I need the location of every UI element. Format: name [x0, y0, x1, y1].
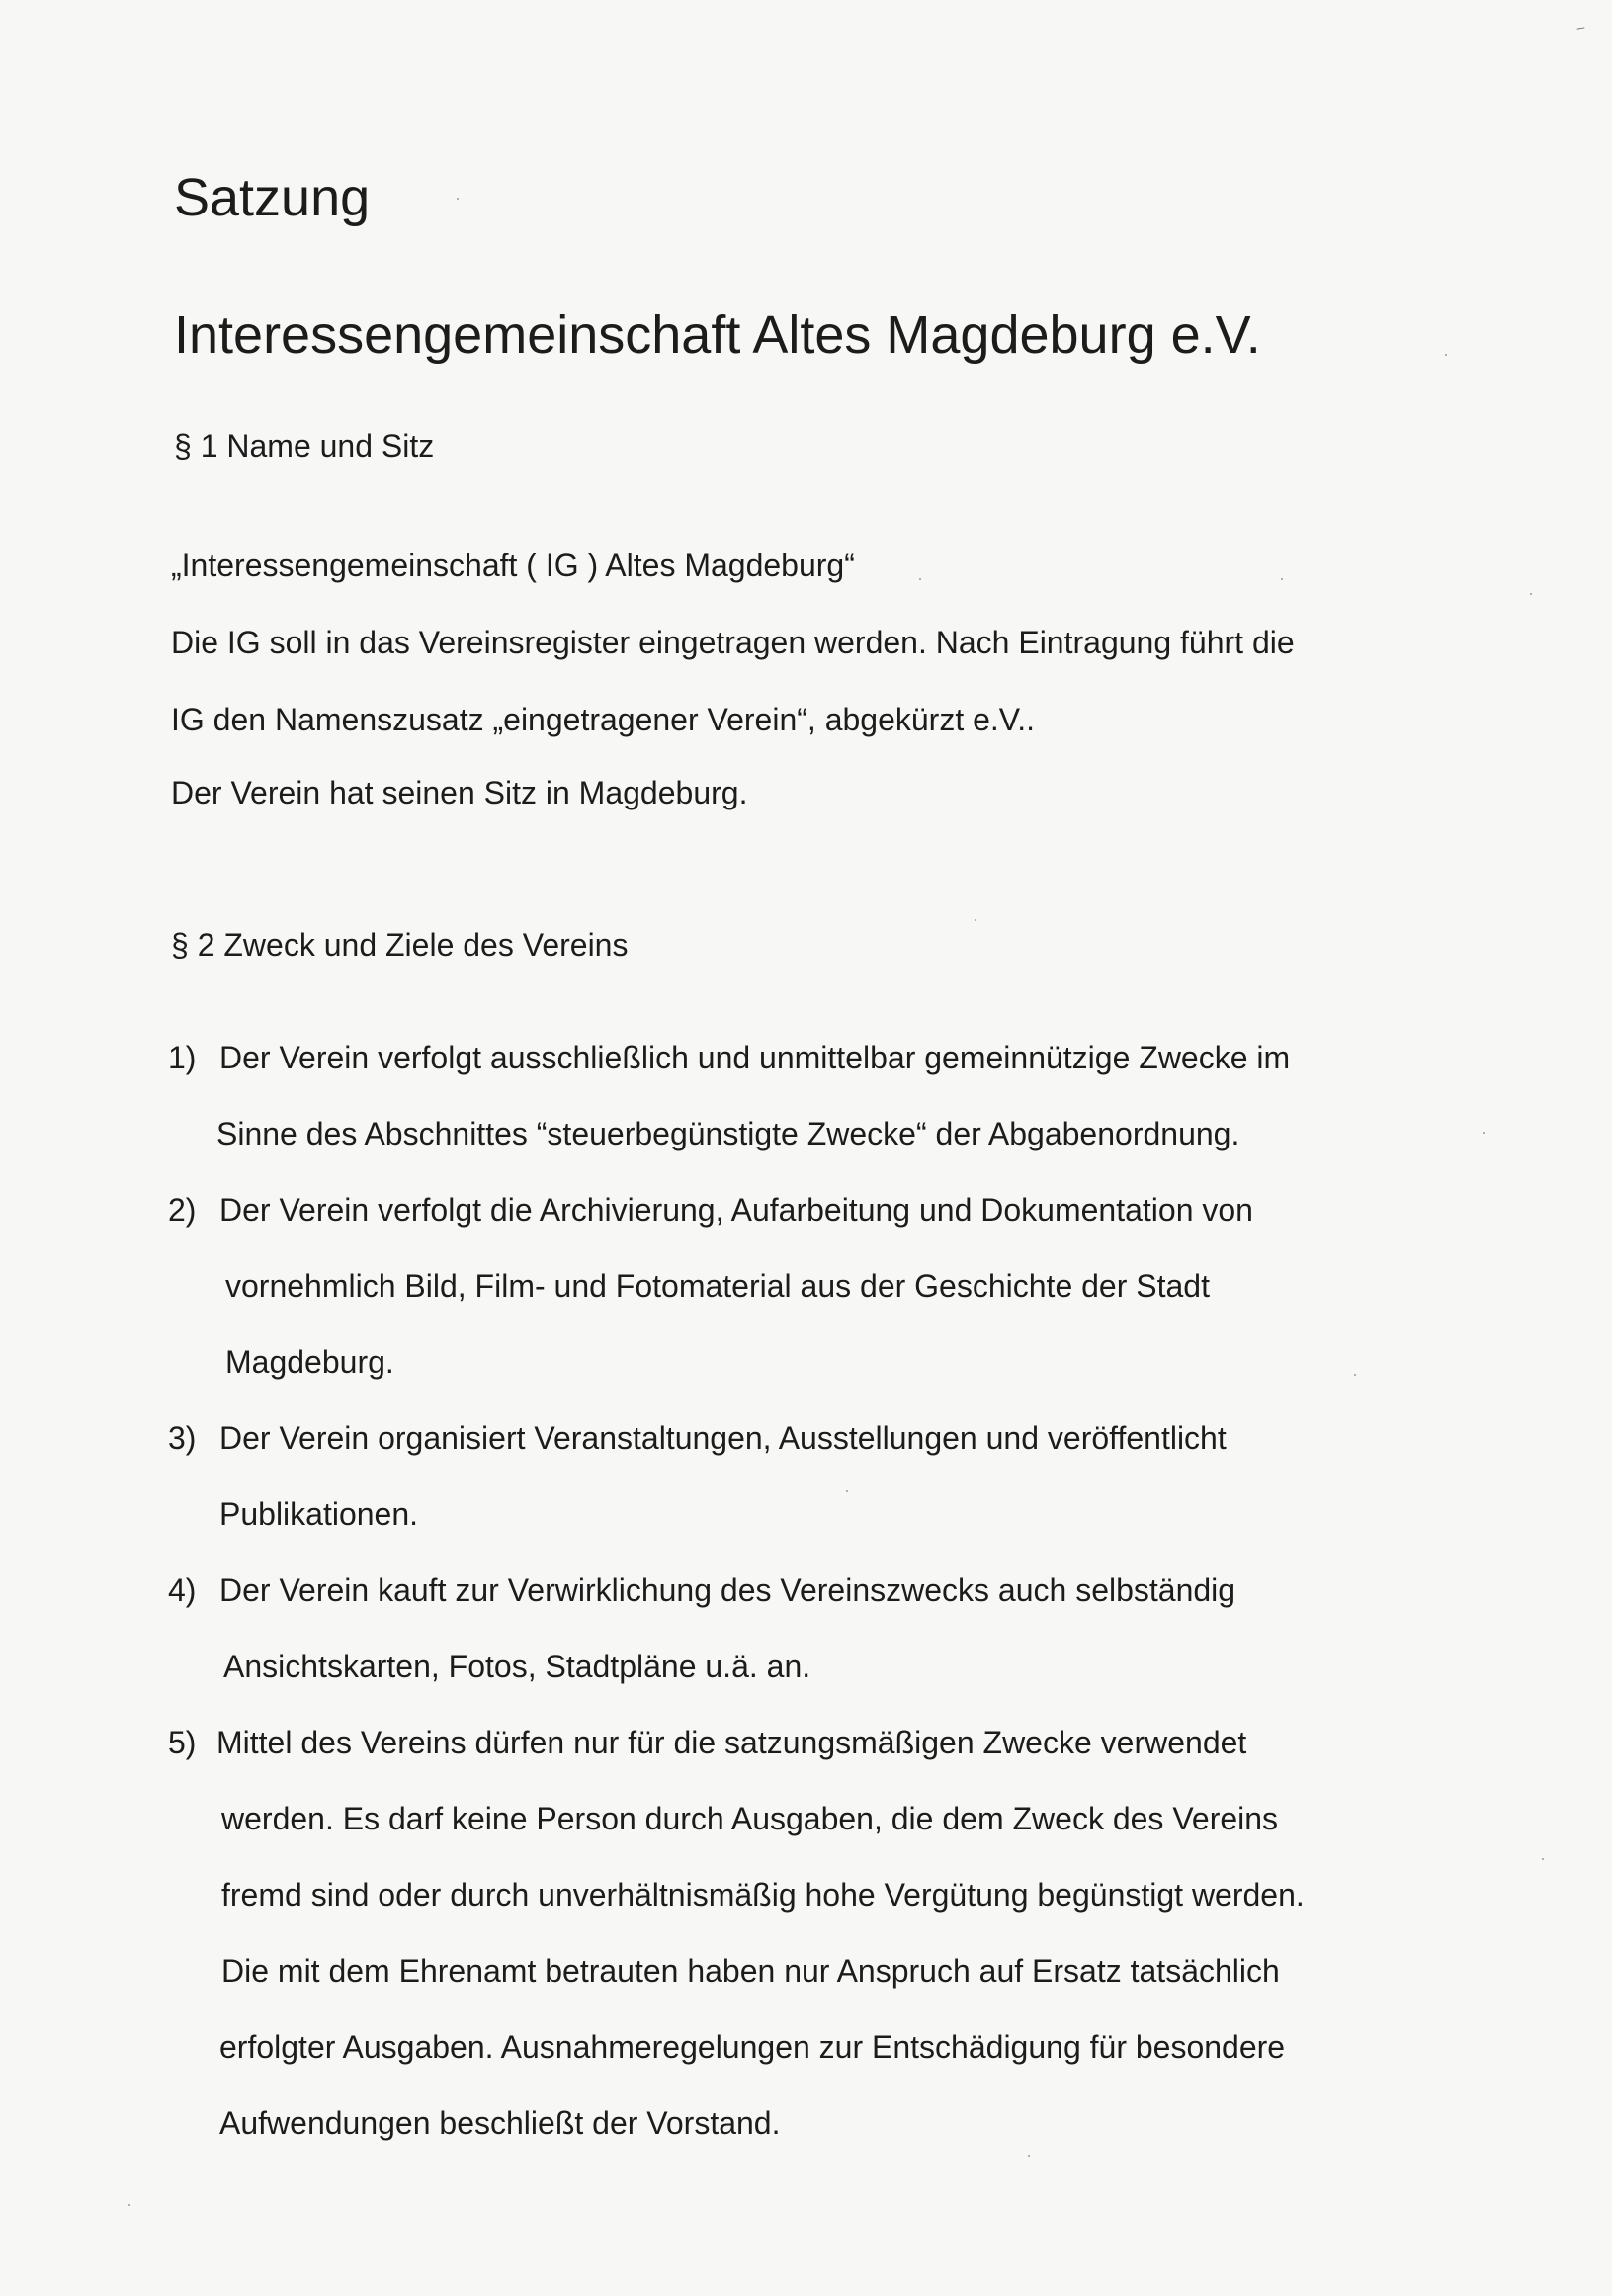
- scan-speck: [1028, 2155, 1030, 2157]
- scan-speck: [457, 198, 459, 200]
- scan-speck: [1530, 593, 1532, 595]
- section-2-heading: § 2 Zweck und Ziele des Vereins: [171, 927, 629, 963]
- scan-speck: [1483, 1132, 1485, 1134]
- scan-speck: [846, 1490, 848, 1492]
- document-title: Satzung: [174, 168, 371, 227]
- section-1-line: „Interessengemeinschaft ( IG ) Altes Magdeburg“: [171, 548, 855, 583]
- scan-speck: [1281, 578, 1283, 580]
- list-item-number: 3): [168, 1420, 197, 1456]
- list-item-line: Aufwendungen beschließt der Vorstand.: [219, 2105, 781, 2141]
- list-item-line: Publikationen.: [219, 1496, 419, 1532]
- list-item-line: Sinne des Abschnittes “steuerbegünstigte Zwecke“ der Abgabenordnung.: [216, 1116, 1240, 1151]
- list-item-line: Die mit dem Ehrenamt betrauten haben nur Anspruch auf Ersatz tatsächlich: [221, 1953, 1280, 1989]
- scan-mark-icon: ⸝: [1573, 16, 1591, 36]
- section-1-line: Der Verein hat seinen Sitz in Magdeburg.: [171, 775, 748, 810]
- list-item-line: Der Verein organisiert Veranstaltungen, Ausstellungen und veröffentlicht: [219, 1420, 1227, 1456]
- scan-speck: [1542, 1858, 1544, 1860]
- scan-speck: [1354, 1374, 1356, 1376]
- scan-speck: [1445, 354, 1447, 356]
- scan-speck: [128, 2204, 130, 2206]
- list-item-number: 4): [168, 1573, 197, 1608]
- list-item-number: 1): [168, 1040, 197, 1075]
- scan-speck: [975, 919, 976, 921]
- section-1-line: IG den Namenszusatz „eingetragener Verein“, abgekürzt e.V..: [171, 702, 1035, 737]
- section-1-line: Die IG soll in das Vereinsregister eingetragen werden. Nach Eintragung führt die: [171, 625, 1295, 660]
- list-item-line: Der Verein verfolgt ausschließlich und unmittelbar gemeinnützige Zwecke im: [219, 1040, 1291, 1075]
- list-item-line: erfolgter Ausgaben. Ausnahmeregelungen zur Entschädigung für besondere: [219, 2029, 1286, 2065]
- list-item-line: Magdeburg.: [225, 1344, 394, 1380]
- list-item-line: werden. Es darf keine Person durch Ausgaben, die dem Zweck des Vereins: [221, 1801, 1279, 1836]
- list-item-line: Mittel des Vereins dürfen nur für die satzungsmäßigen Zwecke verwendet: [216, 1725, 1247, 1760]
- list-item-line: Der Verein kauft zur Verwirklichung des Vereinszwecks auch selbständig: [219, 1573, 1236, 1608]
- list-item-number: 5): [168, 1725, 197, 1760]
- document-subtitle: Interessengemeinschaft Altes Magdeburg e.V.: [174, 305, 1261, 365]
- section-1-heading: § 1 Name und Sitz: [174, 428, 435, 464]
- list-item-line: Ansichtskarten, Fotos, Stadtpläne u.ä. an.: [223, 1649, 811, 1684]
- list-item-number: 2): [168, 1192, 197, 1228]
- scan-speck: [919, 578, 921, 580]
- list-item-line: vornehmlich Bild, Film- und Fotomaterial aus der Geschichte der Stadt: [225, 1268, 1210, 1304]
- list-item-line: Der Verein verfolgt die Archivierung, Aufarbeitung und Dokumentation von: [219, 1192, 1253, 1228]
- list-item-line: fremd sind oder durch unverhältnismäßig hohe Vergütung begünstigt werden.: [221, 1877, 1305, 1913]
